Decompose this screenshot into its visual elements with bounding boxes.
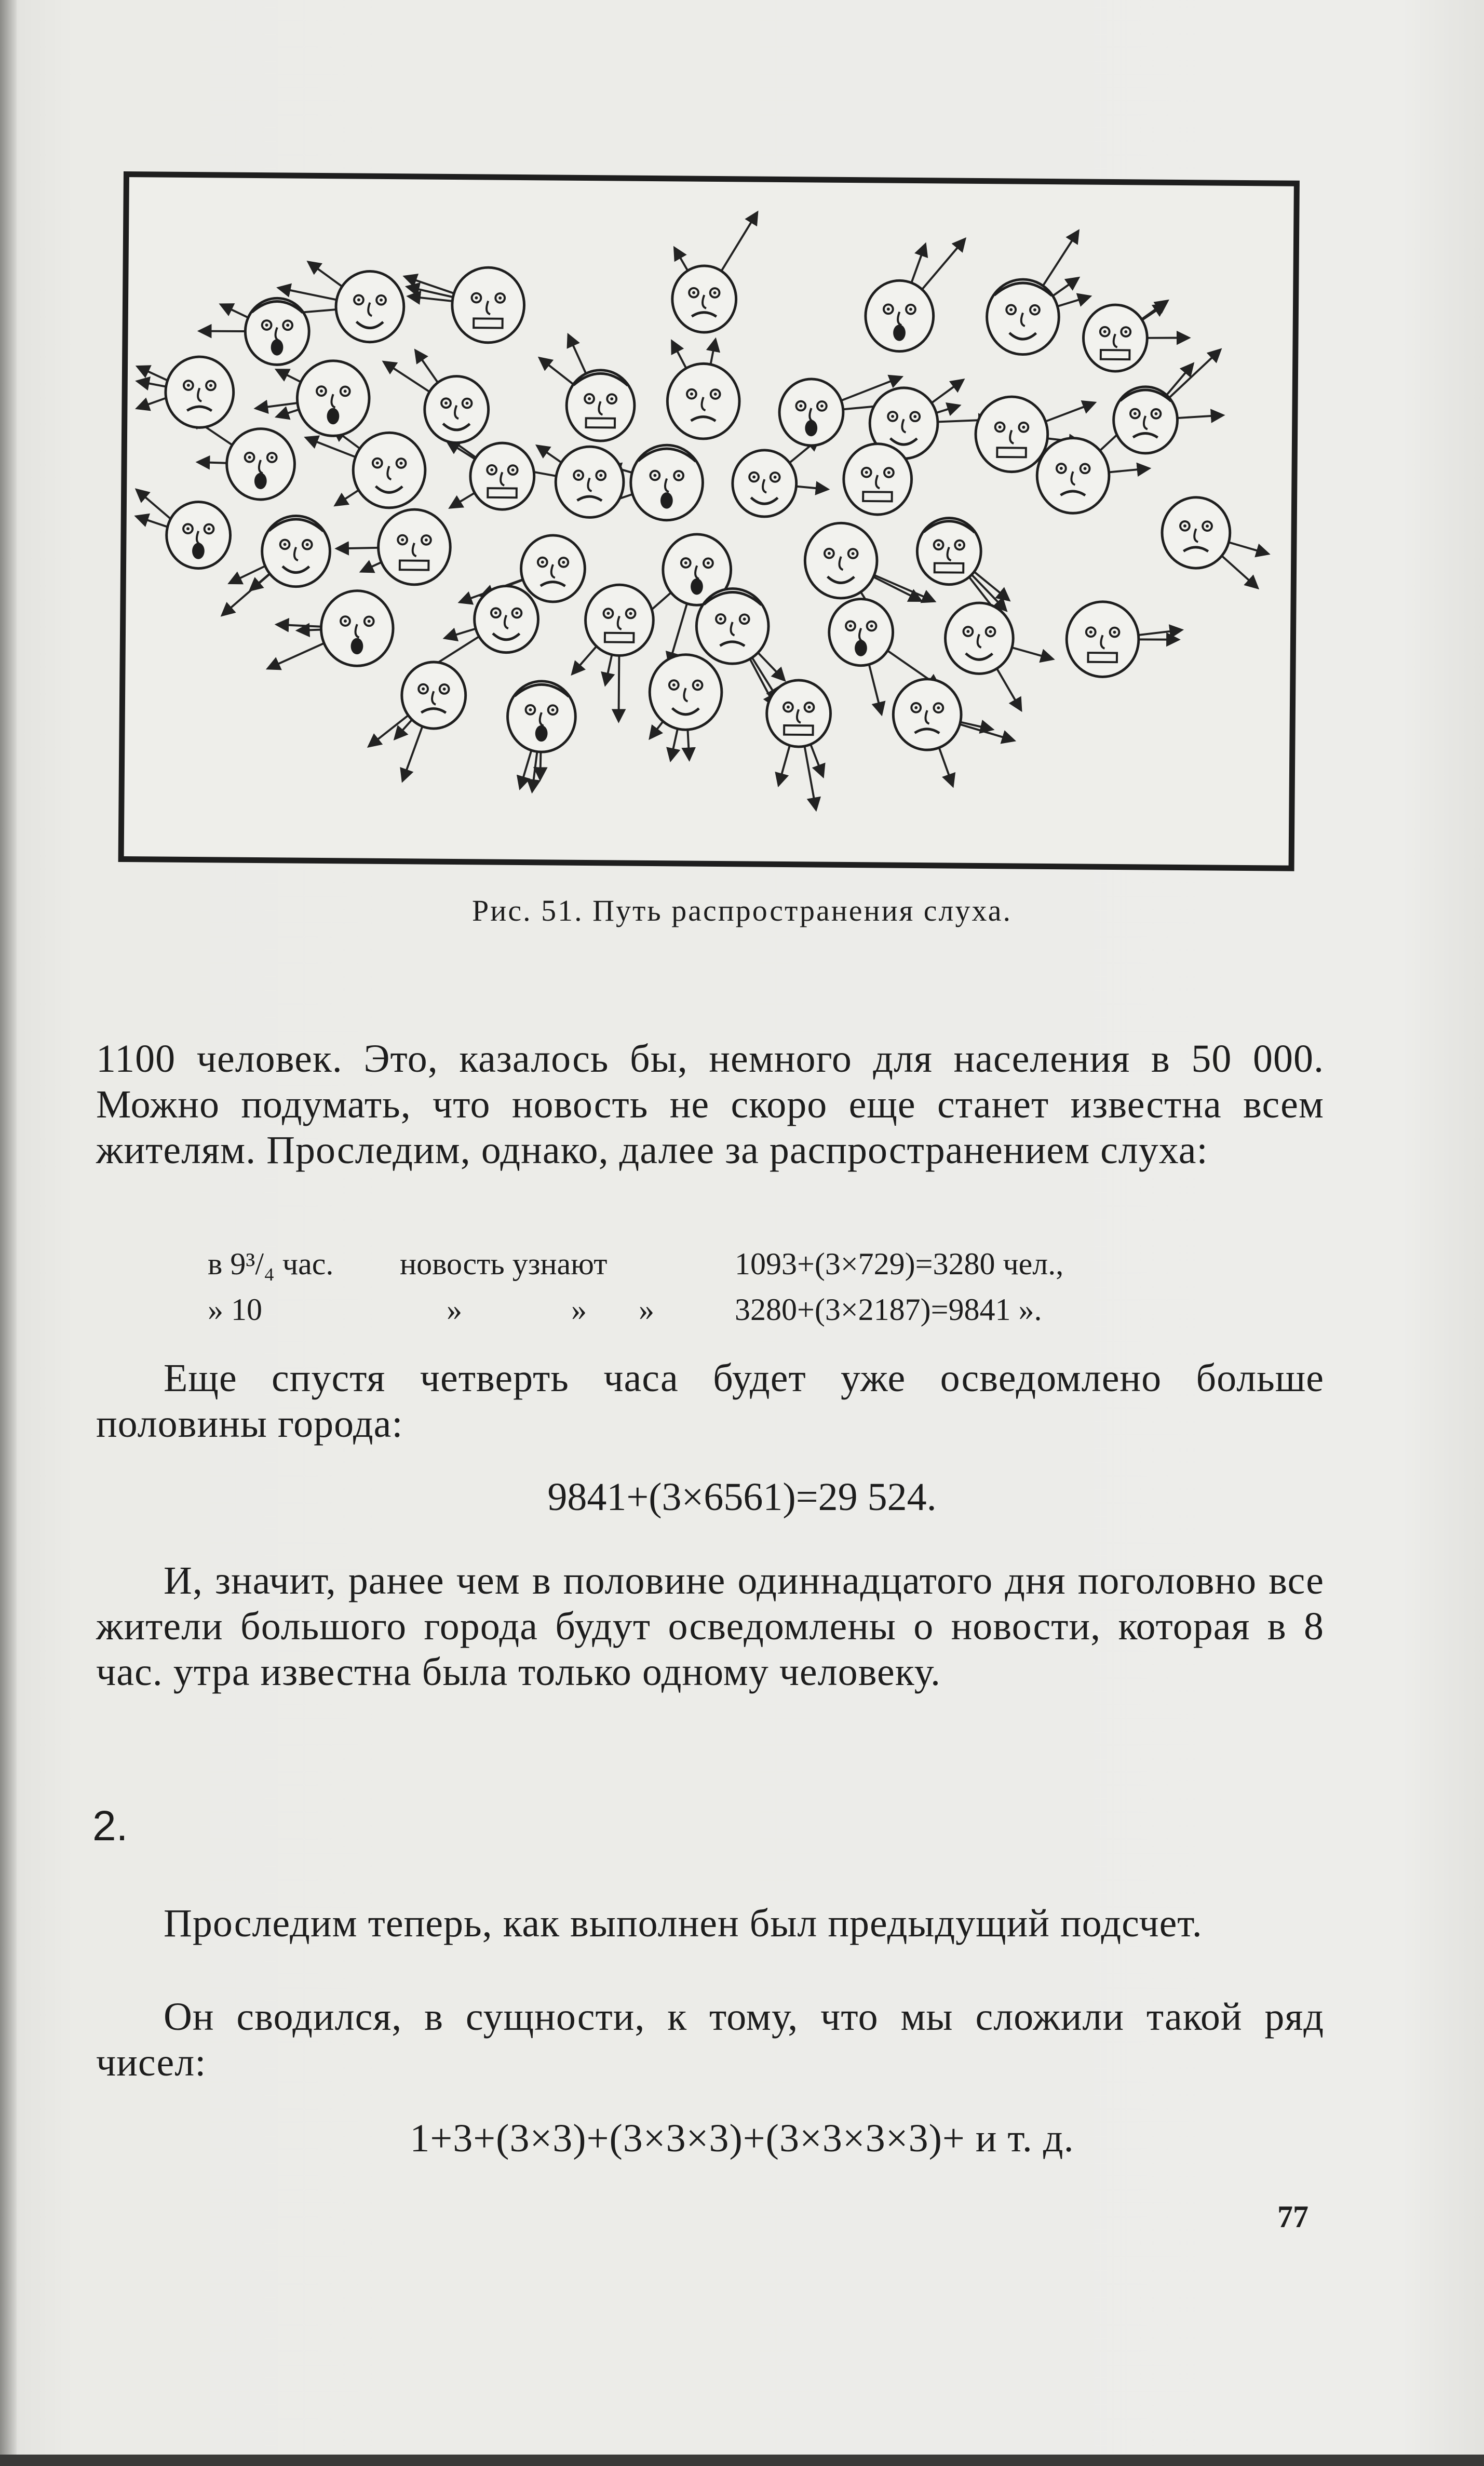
rumor-arrow xyxy=(1169,350,1220,399)
formula-1: 9841+(3×6561)=29 524. xyxy=(547,1475,937,1519)
face-icon xyxy=(424,376,489,443)
rumor-arrow xyxy=(540,358,576,386)
paragraph-4: Проследим теперь, как выполнен был предыдущий подсчет. xyxy=(164,1902,1203,1945)
rumor-arrow xyxy=(279,288,339,301)
spine-shadow xyxy=(0,0,17,2466)
page-bottom-edge xyxy=(0,2455,1484,2466)
paragraph-5: Он сводился, в сущности, к тому, что мы сложили такой ряд чисел: xyxy=(96,1995,1324,2084)
calc-row-2-time: » 10 xyxy=(208,1292,262,1327)
rumor-arrow xyxy=(1135,639,1178,640)
calc-row-2-ditto-2: » xyxy=(571,1292,587,1327)
rumor-arrow xyxy=(268,641,328,669)
rumor-arrow xyxy=(1042,402,1094,423)
rumor-arrow xyxy=(446,628,476,638)
rumor-arrow xyxy=(395,719,412,738)
rumor-arrow xyxy=(415,351,438,384)
rumor-arrow xyxy=(957,724,1014,740)
rumor-arrow xyxy=(721,213,757,273)
rumor-arrow xyxy=(384,362,430,393)
face-icon xyxy=(353,433,426,508)
face-icon xyxy=(556,447,624,518)
face-icon xyxy=(378,509,451,585)
rumor-arrow xyxy=(605,651,613,684)
face-icon xyxy=(1037,438,1110,514)
rumor-arrow xyxy=(1177,415,1222,419)
rumor-arrow xyxy=(1010,647,1053,659)
calc-row-2-ditto-3: » xyxy=(639,1292,654,1327)
rumor-arrow xyxy=(810,743,823,776)
face-icon xyxy=(945,603,1014,674)
rumor-arrow xyxy=(403,725,423,780)
face-icon xyxy=(1083,305,1148,372)
face-icon xyxy=(165,357,234,428)
rumor-arrow xyxy=(1142,304,1165,320)
face-icon xyxy=(470,443,534,510)
rumor-arrow xyxy=(138,381,168,387)
face-icon xyxy=(893,679,962,750)
face-icon xyxy=(262,516,330,587)
rumor-arrow xyxy=(1147,338,1188,339)
rumor-arrow xyxy=(869,575,921,600)
rumor-arrow xyxy=(920,239,965,292)
page-number: 77 xyxy=(1277,2200,1308,2234)
rumor-arrow xyxy=(138,367,170,381)
rumor-arrow xyxy=(137,490,171,519)
face-icon xyxy=(987,279,1059,355)
face-icon xyxy=(917,518,981,585)
face-icon xyxy=(585,585,654,656)
face-icon xyxy=(245,298,309,365)
paragraph-1: 1100 человек. Это, казалось бы, немного для населения в 50 000. Можно подумать, что новость не скоро еще станет известна всем жителям. Проследим, однако, далее за распространением слуха: xyxy=(96,1037,1324,1172)
rumor-arrow xyxy=(306,438,360,459)
calc-row-1-expr: 1093+(3×729)=3280 чел., xyxy=(735,1247,1064,1281)
face-icon xyxy=(667,363,740,439)
rumor-arrow xyxy=(257,402,302,409)
rumor-arrow xyxy=(568,335,587,376)
section-number: 2. xyxy=(92,1802,128,1850)
face-icon xyxy=(829,599,893,666)
face-icon xyxy=(452,267,524,343)
calc-row-1-time: в 9³/₄ час. xyxy=(208,1247,334,1281)
rumor-arrow xyxy=(870,573,934,601)
figure-caption: Рис. 51. Путь распространения слуха. xyxy=(472,894,1012,927)
calc-row-2 xyxy=(208,1287,1350,1332)
face-icon xyxy=(1162,497,1231,568)
face-icon xyxy=(226,428,295,500)
rumor-arrow xyxy=(520,747,532,788)
face-icon xyxy=(732,450,797,517)
rumor-arrow xyxy=(995,666,1021,709)
rumor-arrow xyxy=(451,492,475,507)
rumor-arrow xyxy=(1105,468,1149,473)
face-icon xyxy=(766,680,831,747)
rumor-arrow xyxy=(277,625,325,627)
calc-row-2-expr: 3280+(3×2187)=9841 ». xyxy=(735,1292,1042,1327)
face-icon xyxy=(805,523,878,599)
face-icon xyxy=(507,681,576,752)
paragraph-2: Еще спустя четверть часа будет уже осведомлено больше половины города: xyxy=(96,1356,1324,1446)
rumor-arrow xyxy=(868,663,882,713)
face-icon xyxy=(1067,601,1139,677)
face-icon xyxy=(696,588,769,664)
faces-drawing xyxy=(124,177,1294,866)
rumor-arrow xyxy=(1226,542,1267,554)
calc-row-1 xyxy=(208,1241,1350,1287)
face-icon xyxy=(779,379,844,446)
formula-2: 1+3+(3×3)+(3×3×3)+(3×3×3×3)+ и т. д. xyxy=(410,2117,1074,2160)
face-icon xyxy=(843,443,912,515)
face-icon xyxy=(975,397,1048,473)
face-icon xyxy=(166,502,231,569)
rumor-arrow xyxy=(779,744,790,785)
face-icon xyxy=(1113,386,1178,453)
face-icon xyxy=(474,586,538,653)
face-icon xyxy=(650,654,722,730)
rumor-arrow xyxy=(573,644,599,673)
calc-row-2-ditto-1: » xyxy=(447,1292,462,1327)
rumor-arrow xyxy=(674,248,689,272)
face-icon xyxy=(672,265,736,332)
face-icon xyxy=(566,370,635,441)
rumor-arrow xyxy=(198,462,229,463)
face-icon xyxy=(865,280,934,352)
rumor-arrow xyxy=(1134,630,1181,636)
face-icon xyxy=(297,360,370,436)
rumor-arrow xyxy=(251,572,272,590)
face-icon xyxy=(630,445,703,521)
face-icon xyxy=(401,662,466,729)
rumor-arrow xyxy=(796,487,827,490)
rumor-arrow xyxy=(138,397,168,409)
paragraph-3: И, значит, ранее чем в половине одиннадцатого дня поголовно все жители большого города будут осведомлены о новости, которая в 8 час. утра известна была только одному человеку. xyxy=(96,1559,1324,1694)
rumor-arrow xyxy=(938,744,953,785)
calculation-block xyxy=(208,1241,1350,1332)
rumor-arrow xyxy=(618,652,619,720)
rumor-arrow xyxy=(929,380,963,405)
rumor-arrow xyxy=(309,262,345,288)
rumor-arrow xyxy=(137,517,168,527)
calc-row-1-label: новость узнают xyxy=(400,1247,608,1281)
rumor-arrow xyxy=(934,406,959,414)
rumor-arrow xyxy=(221,305,248,318)
rumor-arrow xyxy=(448,442,475,459)
rumor-arrow xyxy=(532,748,537,791)
rumor-illustration xyxy=(118,171,1300,871)
rumor-arrow xyxy=(1219,554,1257,588)
rumor-arrow xyxy=(338,547,383,549)
rumor-arrow xyxy=(537,446,563,464)
rumor-arrow xyxy=(910,245,925,286)
face-icon xyxy=(521,535,585,602)
face-icon xyxy=(321,590,394,666)
face-icon xyxy=(336,271,404,342)
